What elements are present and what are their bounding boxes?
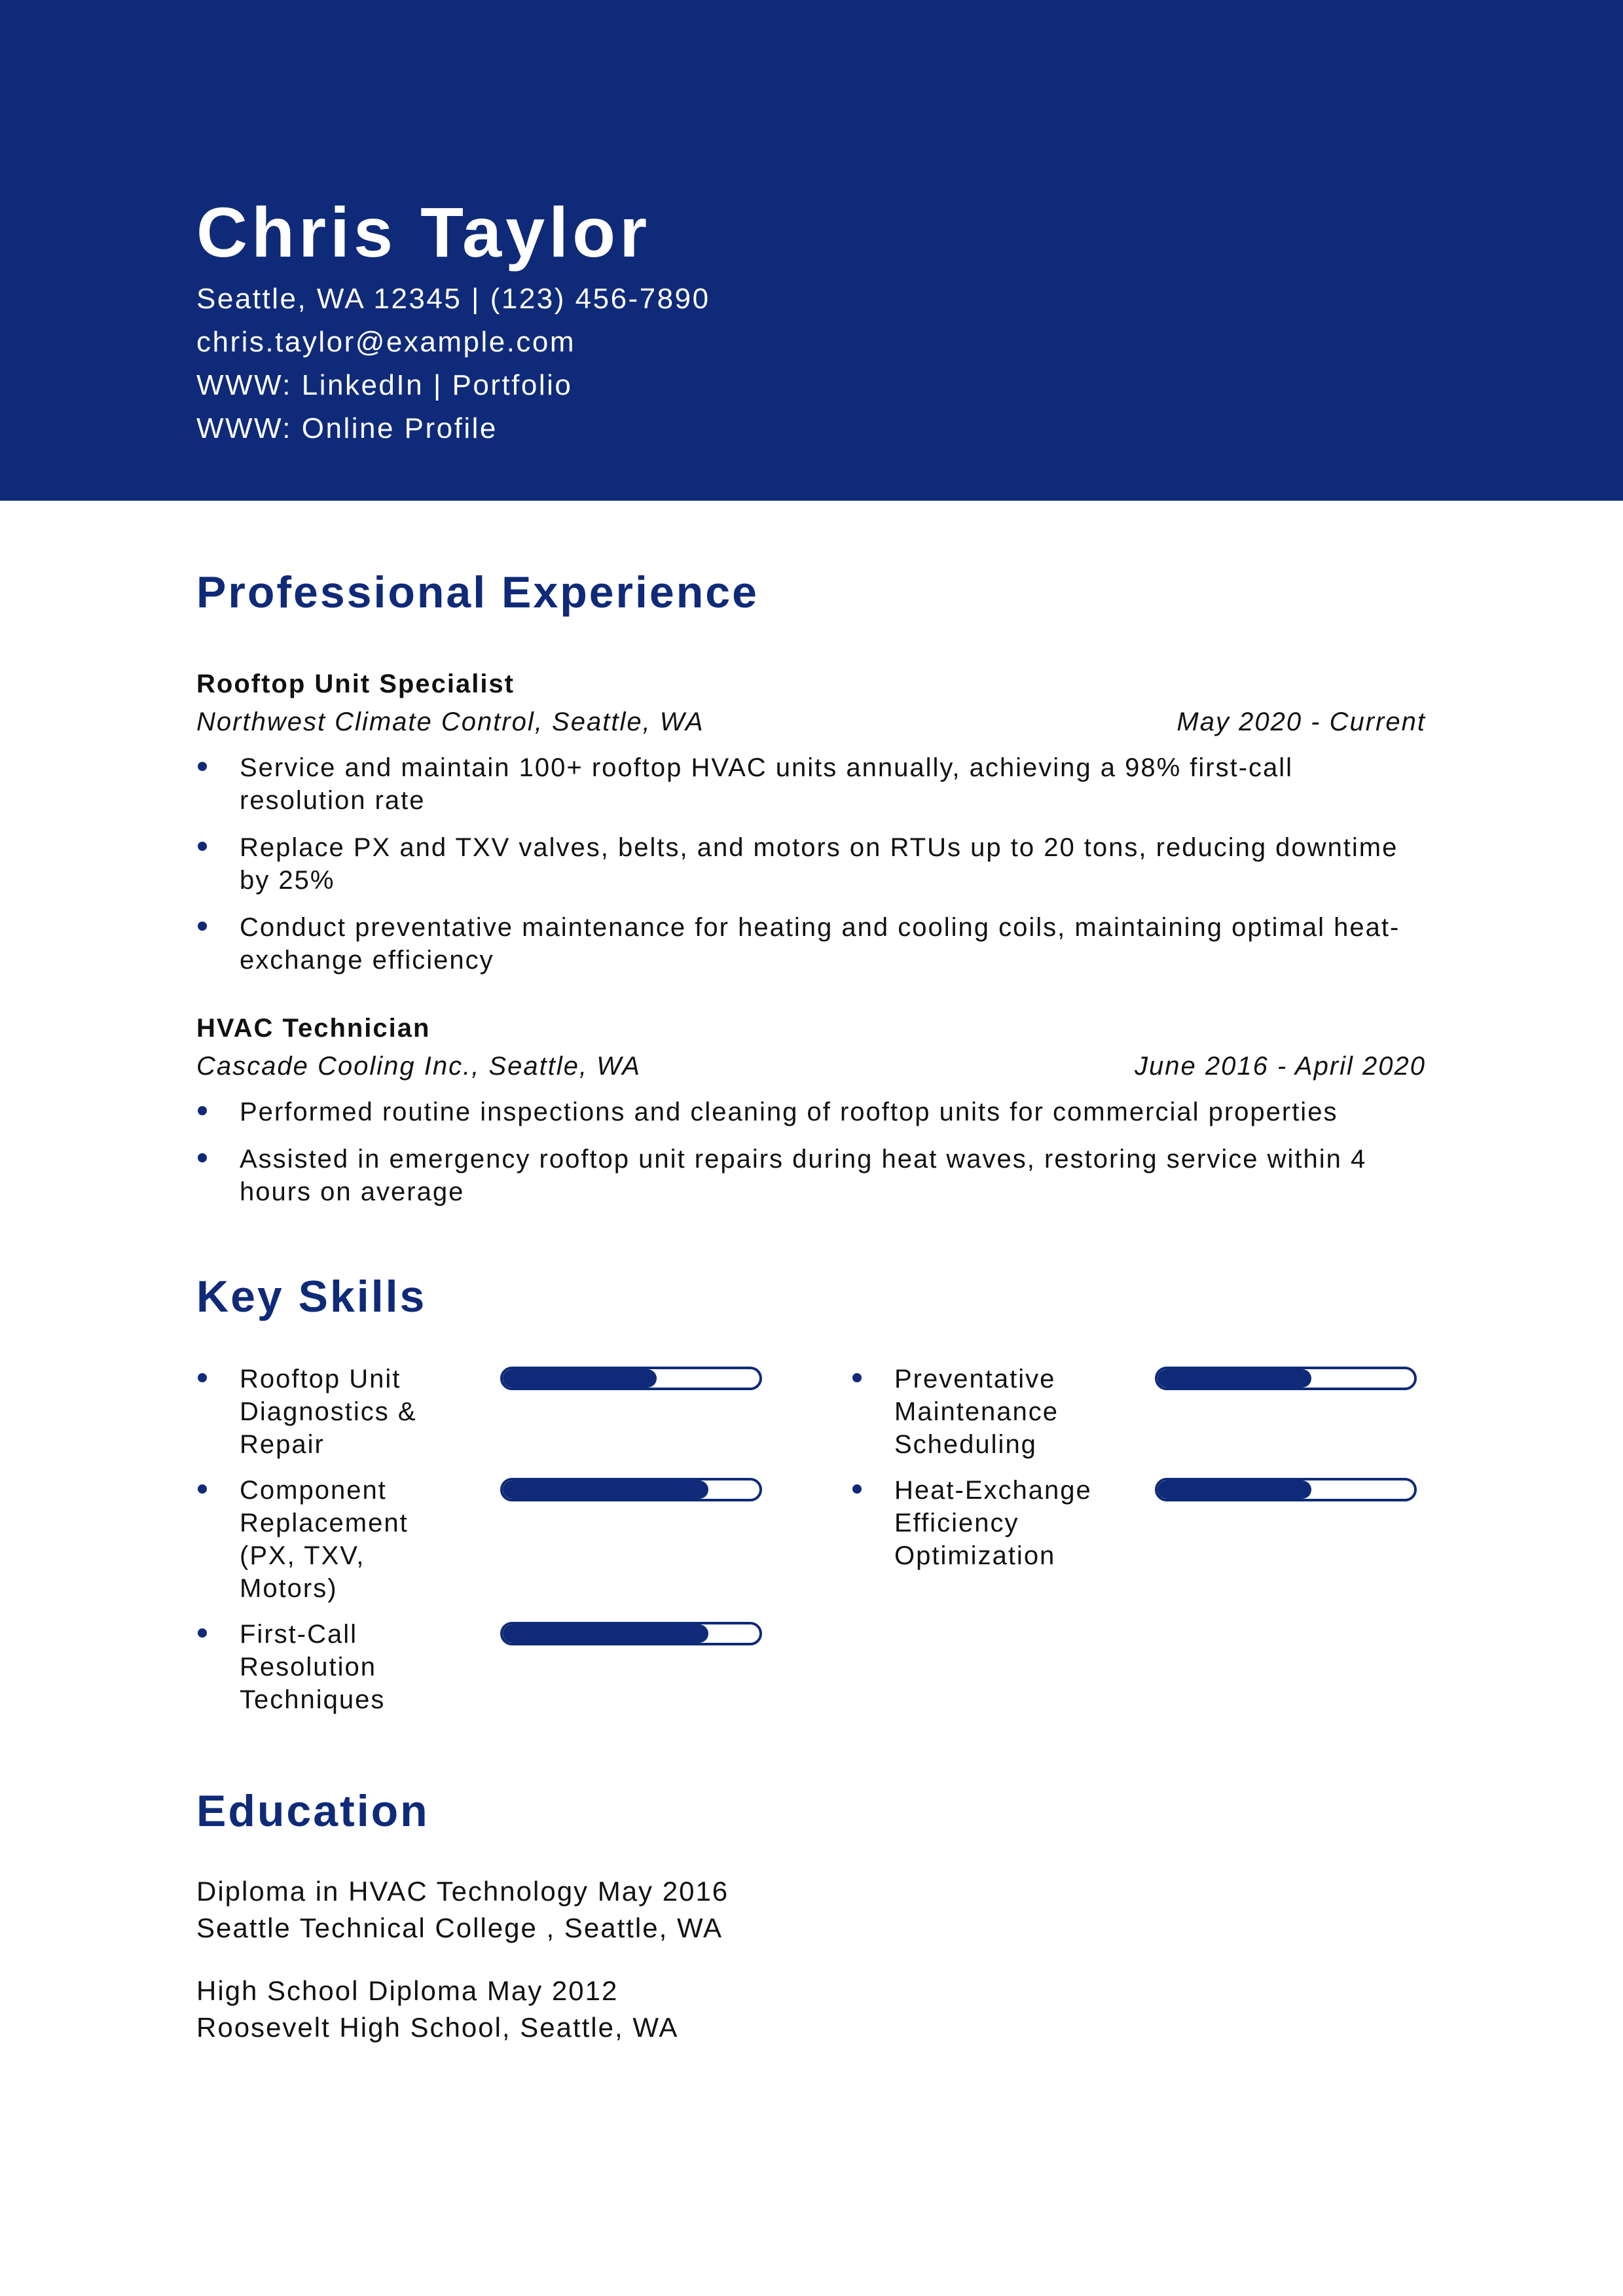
skill-level-bar <box>500 1622 762 1645</box>
skills-section <box>196 1267 1426 1729</box>
skill-name: First-Call Resolution Techniques <box>196 1618 458 1716</box>
skill-item <box>196 1618 851 1716</box>
skills-column-left <box>196 1363 851 1729</box>
education-school: Seattle Technical College , Seattle, WA <box>196 1912 723 1943</box>
experience-section <box>196 563 1426 1208</box>
skills-grid <box>196 1363 1426 1729</box>
job-bullet: Performed routine inspections and cleaning of rooftop units for commercial properties <box>196 1096 1426 1128</box>
job-bullet: Service and maintain 100+ rooftop HVAC units annually, achieving a 98% first-call resolution rate <box>196 751 1426 817</box>
job-meta <box>196 703 1426 741</box>
links-linkedin-portfolio: WWW: LinkedIn | Portfolio <box>196 369 573 401</box>
skills-heading: Key Skills <box>196 1272 427 1321</box>
education-entry <box>196 1873 1426 1946</box>
job-company: Cascade Cooling Inc., Seattle, WA <box>196 1052 641 1081</box>
job-bullet: Assisted in emergency rooftop unit repairs during heat waves, restoring service within 4 hours on average <box>196 1143 1426 1208</box>
skill-name: Rooftop Unit Diagnostics & Repair <box>196 1363 458 1461</box>
candidate-name: Chris Taylor <box>196 192 651 272</box>
skill-level-bar <box>500 1478 762 1501</box>
skill-item <box>851 1474 1426 1572</box>
job-bullet: Replace PX and TXV valves, belts, and motors on RTUs up to 20 tons, reducing downtime by 25% <box>196 831 1426 897</box>
job-meta <box>196 1047 1426 1085</box>
skill-level-fill <box>1158 1369 1311 1388</box>
job-bullets <box>196 1096 1426 1208</box>
skill-name: Preventative Maintenance Scheduling <box>851 1363 1113 1461</box>
skill-level-fill <box>503 1624 708 1643</box>
job-title: Rooftop Unit Specialist <box>196 670 515 698</box>
education-school: Roosevelt High School, Seattle, WA <box>196 2012 679 2043</box>
skills-column-right <box>851 1363 1426 1729</box>
education-degree: High School Diploma May 2012 <box>196 1975 619 2006</box>
education-heading: Education <box>196 1786 429 1836</box>
email: chris.taylor@example.com <box>196 326 576 358</box>
skill-level-fill <box>1158 1480 1311 1499</box>
header-banner <box>0 0 1623 501</box>
job-company: Northwest Climate Control, Seattle, WA <box>196 708 704 736</box>
education-entry <box>196 1973 1426 2046</box>
job-bullets <box>196 751 1426 977</box>
skill-name: Heat-Exchange Efficiency Optimization <box>851 1474 1113 1572</box>
skill-level-fill <box>503 1480 708 1499</box>
location-phone: Seattle, WA 12345 | (123) 456-7890 <box>196 283 710 315</box>
education-degree: Diploma in HVAC Technology May 2016 <box>196 1876 729 1907</box>
links-online-profile: WWW: Online Profile <box>196 412 498 444</box>
job-bullet: Conduct preventative maintenance for heating and cooling coils, maintaining optimal heat-exchange efficiency <box>196 911 1426 977</box>
job-entry <box>196 665 1426 977</box>
skill-item <box>196 1363 851 1461</box>
job-dates: May 2020 - Current <box>1176 708 1426 736</box>
job-entry <box>196 1009 1426 1208</box>
skill-item <box>196 1474 851 1605</box>
skill-level-bar <box>1155 1478 1417 1501</box>
resume-body <box>196 563 1426 2046</box>
skill-level-fill <box>503 1369 657 1388</box>
experience-heading: Professional Experience <box>196 567 759 617</box>
skill-item <box>851 1363 1426 1461</box>
skill-name: Component Replacement (PX, TXV, Motors) <box>196 1474 458 1605</box>
education-section <box>196 1782 1426 2046</box>
job-dates: June 2016 - April 2020 <box>1134 1052 1426 1081</box>
job-title: HVAC Technician <box>196 1014 431 1043</box>
skill-level-bar <box>1155 1367 1417 1390</box>
skill-level-bar <box>500 1367 762 1390</box>
